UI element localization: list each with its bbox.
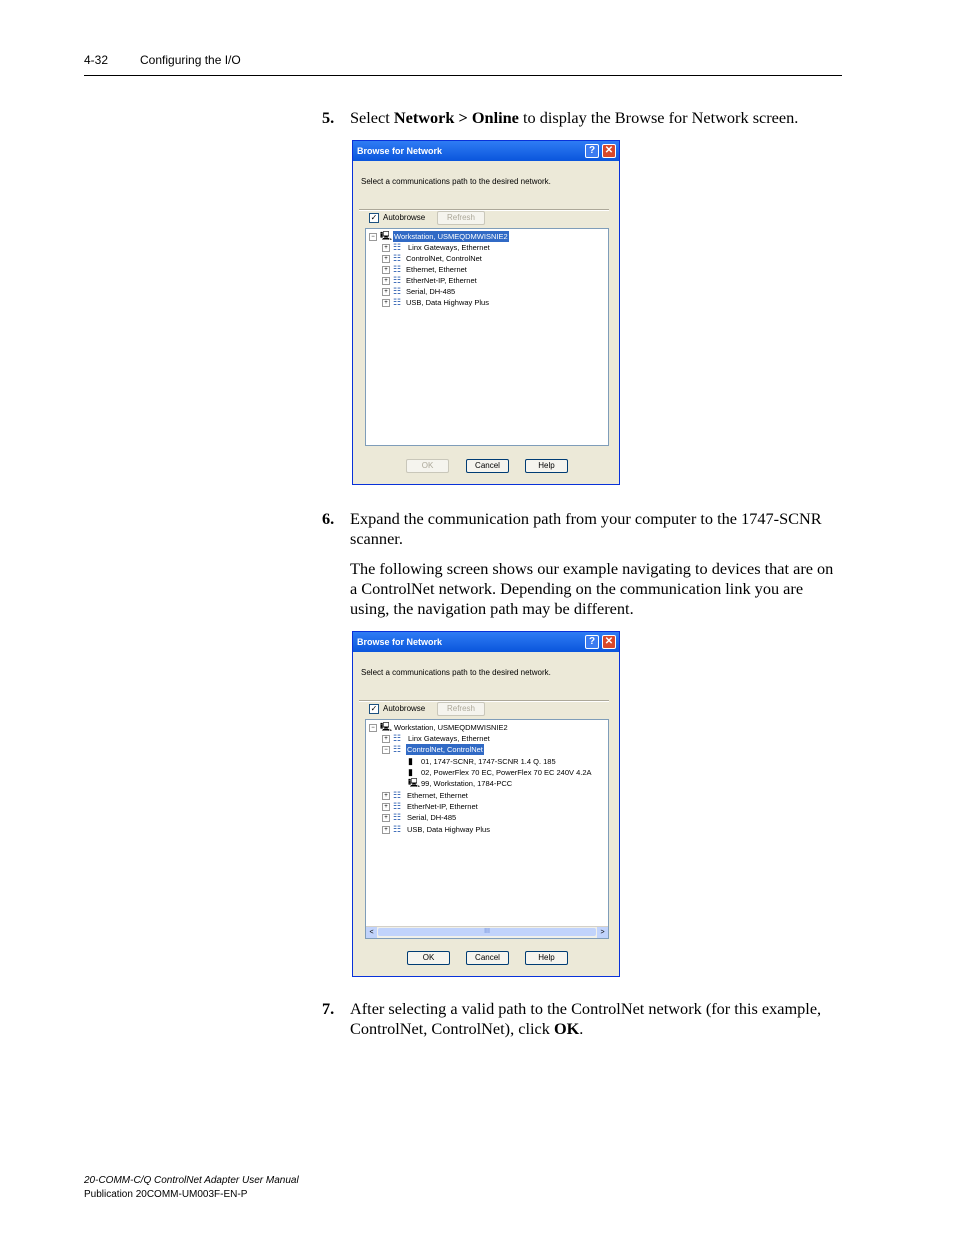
tree-node-label: EtherNet-IP, Ethernet bbox=[406, 276, 477, 285]
step-number: 6. bbox=[322, 509, 335, 528]
tree-node-label: Workstation, USMEQDMWISNIE2 bbox=[394, 232, 508, 241]
menu-path: Network > Online bbox=[393, 108, 519, 127]
network-icon: ☷ bbox=[393, 286, 402, 296]
network-icon: ☷ bbox=[393, 824, 402, 834]
step-text-pre: After selecting a valid path to the ControlNet network (for this example, ControlNet, ControlNet), click bbox=[350, 999, 822, 1038]
step-6 bbox=[322, 509, 842, 549]
tree-node-label: 99, Workstation, 1784-PCC bbox=[421, 779, 513, 788]
expand-icon[interactable]: + bbox=[382, 244, 390, 252]
workstation-icon: 🖳 bbox=[380, 722, 393, 732]
collapse-icon[interactable]: − bbox=[382, 746, 390, 754]
expand-icon[interactable]: + bbox=[382, 255, 390, 263]
device-icon: ▮ bbox=[408, 756, 413, 766]
step-text bbox=[350, 999, 842, 1039]
workstation-icon: 🖳 bbox=[380, 231, 393, 241]
ok-button[interactable]: OK bbox=[406, 459, 449, 473]
scroll-left-icon[interactable]: < bbox=[366, 927, 377, 938]
network-icon: ☷ bbox=[393, 790, 402, 800]
network-icon: ☷ bbox=[393, 242, 402, 252]
tree-node-label: 01, 1747-SCNR, 1747-SCNR 1.4 Q. 185 bbox=[421, 757, 556, 766]
step-7 bbox=[322, 999, 842, 1039]
cancel-button[interactable]: Cancel bbox=[466, 951, 509, 965]
expand-icon[interactable]: + bbox=[382, 277, 390, 285]
title-bar bbox=[353, 141, 619, 161]
help-icon[interactable]: ? bbox=[585, 635, 599, 649]
tree-node-label: Serial, DH-485 bbox=[407, 813, 457, 822]
expand-icon[interactable]: + bbox=[382, 299, 390, 307]
step-5 bbox=[322, 108, 842, 128]
network-icon: ☷ bbox=[393, 297, 402, 307]
tree-node-label: ControlNet, ControlNet bbox=[407, 745, 483, 754]
title-bar bbox=[353, 632, 619, 652]
tree-node-label: Serial, DH-485 bbox=[406, 287, 456, 296]
expand-icon[interactable]: + bbox=[382, 814, 390, 822]
chapter-title: Configuring the I/O bbox=[140, 53, 241, 67]
footer-publication: Publication 20COMM-UM003F-EN-P bbox=[84, 1189, 248, 1200]
scroll-thumb[interactable]: III bbox=[378, 928, 596, 936]
network-icon: ☷ bbox=[393, 744, 402, 754]
network-icon: ☷ bbox=[393, 264, 402, 274]
dialog-prompt: Select a communications path to the desired network. bbox=[361, 177, 551, 186]
network-icon: ☷ bbox=[393, 733, 402, 743]
tree-node-label: Linx Gateways, Ethernet bbox=[408, 243, 490, 252]
expand-icon[interactable]: + bbox=[382, 288, 390, 296]
tree-node-label: USB, Data Highway Plus bbox=[407, 825, 490, 834]
tree-node-label: ControlNet, ControlNet bbox=[406, 254, 482, 263]
step-number: 7. bbox=[322, 999, 335, 1018]
page-number: 4-32 bbox=[84, 53, 109, 67]
close-icon[interactable]: ✕ bbox=[602, 635, 616, 649]
horizontal-scrollbar[interactable] bbox=[366, 926, 608, 938]
dialog-title: Browse for Network bbox=[357, 637, 443, 647]
expand-icon[interactable]: + bbox=[382, 803, 390, 811]
step-text bbox=[350, 108, 842, 128]
header-rule bbox=[84, 75, 842, 76]
network-icon: ☷ bbox=[393, 801, 402, 811]
network-icon: ☷ bbox=[393, 275, 402, 285]
expand-icon[interactable]: + bbox=[382, 735, 390, 743]
workstation-icon: 🖳 bbox=[408, 778, 421, 788]
step-text-post: . bbox=[579, 1019, 584, 1038]
close-icon[interactable]: ✕ bbox=[602, 144, 616, 158]
ok-button[interactable]: OK bbox=[407, 951, 450, 965]
help-button[interactable]: Help bbox=[525, 951, 568, 965]
step-6-explanation: The following screen shows our example navigating to devices that are on a ControlNet network. Depending on the communication link you are using, the navigation path may be different. bbox=[350, 559, 834, 618]
network-icon: ☷ bbox=[393, 253, 402, 263]
network-icon: ☷ bbox=[393, 812, 402, 822]
dialog-prompt: Select a communications path to the desired network. bbox=[361, 668, 551, 677]
expand-icon[interactable]: + bbox=[382, 826, 390, 834]
scroll-right-icon[interactable]: > bbox=[597, 927, 608, 938]
tree-node-label: Ethernet, Ethernet bbox=[407, 791, 468, 800]
autobrowse-label: Autobrowse bbox=[383, 213, 426, 222]
network-tree[interactable] bbox=[365, 719, 609, 939]
cancel-button[interactable]: Cancel bbox=[466, 459, 509, 473]
help-icon[interactable]: ? bbox=[585, 144, 599, 158]
tree-node-label: EtherNet-IP, Ethernet bbox=[407, 802, 478, 811]
step-text-post: to display the Browse for Network screen. bbox=[518, 108, 799, 127]
browse-for-network-dialog-2 bbox=[352, 631, 620, 977]
step-text: Expand the communication path from your computer to the 1747-SCNR scanner. bbox=[350, 509, 822, 548]
expand-icon[interactable]: + bbox=[382, 792, 390, 800]
collapse-icon[interactable]: − bbox=[369, 724, 377, 732]
autobrowse-checkbox[interactable]: ✓ bbox=[370, 704, 378, 713]
dialog-title: Browse for Network bbox=[357, 146, 443, 156]
footer-manual-title: 20-COMM-C/Q ControlNet Adapter User Manual bbox=[84, 1175, 299, 1186]
tree-node-label: Workstation, USMEQDMWISNIE2 bbox=[394, 723, 508, 732]
autobrowse-checkbox[interactable]: ✓ bbox=[370, 213, 378, 222]
help-button[interactable]: Help bbox=[525, 459, 568, 473]
browse-for-network-dialog-1 bbox=[352, 140, 620, 485]
tree-node-label: Linx Gateways, Ethernet bbox=[408, 734, 490, 743]
ok-emphasis: OK bbox=[553, 1019, 580, 1038]
network-tree[interactable] bbox=[365, 228, 609, 446]
tree-node-label: USB, Data Highway Plus bbox=[406, 298, 489, 307]
refresh-button[interactable]: Refresh bbox=[437, 211, 485, 225]
tree-node-label: Ethernet, Ethernet bbox=[406, 265, 467, 274]
autobrowse-label: Autobrowse bbox=[383, 704, 426, 713]
step-text-pre: Select bbox=[350, 108, 394, 127]
expand-icon[interactable]: + bbox=[382, 266, 390, 274]
refresh-button[interactable]: Refresh bbox=[437, 702, 485, 716]
step-number: 5. bbox=[322, 108, 335, 127]
device-icon: ▮ bbox=[408, 767, 413, 777]
collapse-icon[interactable]: − bbox=[369, 233, 377, 241]
tree-node-label: 02, PowerFlex 70 EC, PowerFlex 70 EC 240V 4.2A bbox=[421, 768, 592, 777]
